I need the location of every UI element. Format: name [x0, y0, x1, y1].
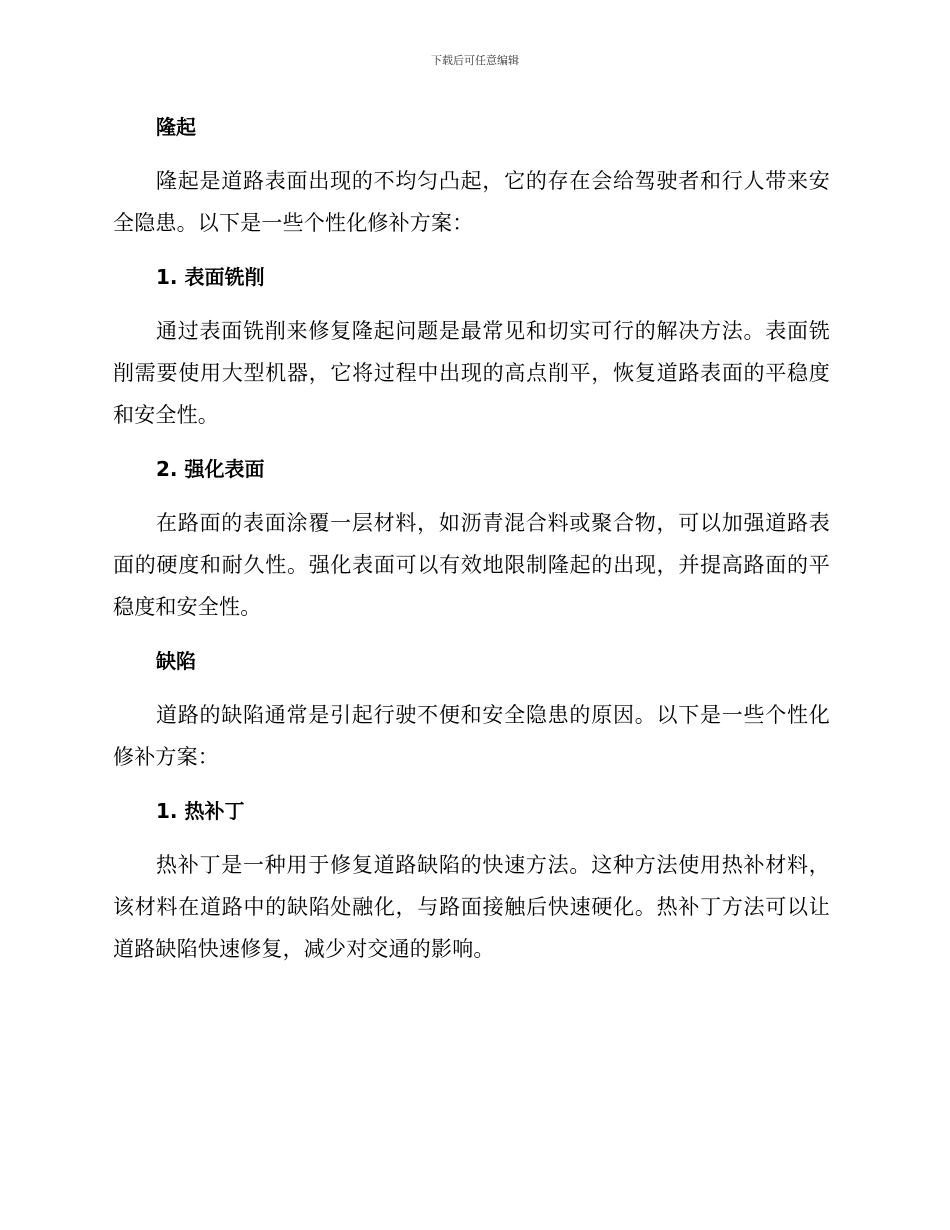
item-title-reinforce: 2. 强化表面 [156, 457, 265, 481]
document-body [113, 106, 830, 970]
item-body-milling: 通过表面铣削来修复隆起问题是最常见和切实可行的解决方法。表面铣削需要使用大型机器，它将过程中出现的高点削平，恢复道路表面的平稳度和安全性。 [113, 319, 830, 427]
section-intro-bulge: 隆起是道路表面出现的不均匀凸起，它的存在会给驾驶者和行人带来安全隐患。以下是一些个性化修补方案： [113, 169, 830, 235]
item-body-reinforce: 在路面的表面涂覆一层材料，如沥青混合料或聚合物，可以加强道路表面的硬度和耐久性。强化表面可以有效地限制隆起的出现，并提高路面的平稳度和安全性。 [113, 511, 830, 619]
section-heading-defect: 缺陷 [156, 649, 196, 673]
page-header: 下载后可任意编辑 [431, 54, 519, 67]
item-title-milling: 1. 表面铣削 [156, 265, 265, 289]
section-intro-defect: 道路的缺陷通常是引起行驶不便和安全隐患的原因。以下是一些个性化修补方案： [113, 703, 830, 769]
item-body-hot-patch: 热补丁是一种用于修复道路缺陷的快速方法。这种方法使用热补材料，该材料在道路中的缺陷处融化，与路面接触后快速硬化。热补丁方法可以让道路缺陷快速修复，减少对交通的影响。 [113, 853, 830, 961]
section-heading-bulge: 隆起 [156, 115, 196, 139]
item-title-hot-patch: 1. 热补丁 [156, 799, 245, 823]
